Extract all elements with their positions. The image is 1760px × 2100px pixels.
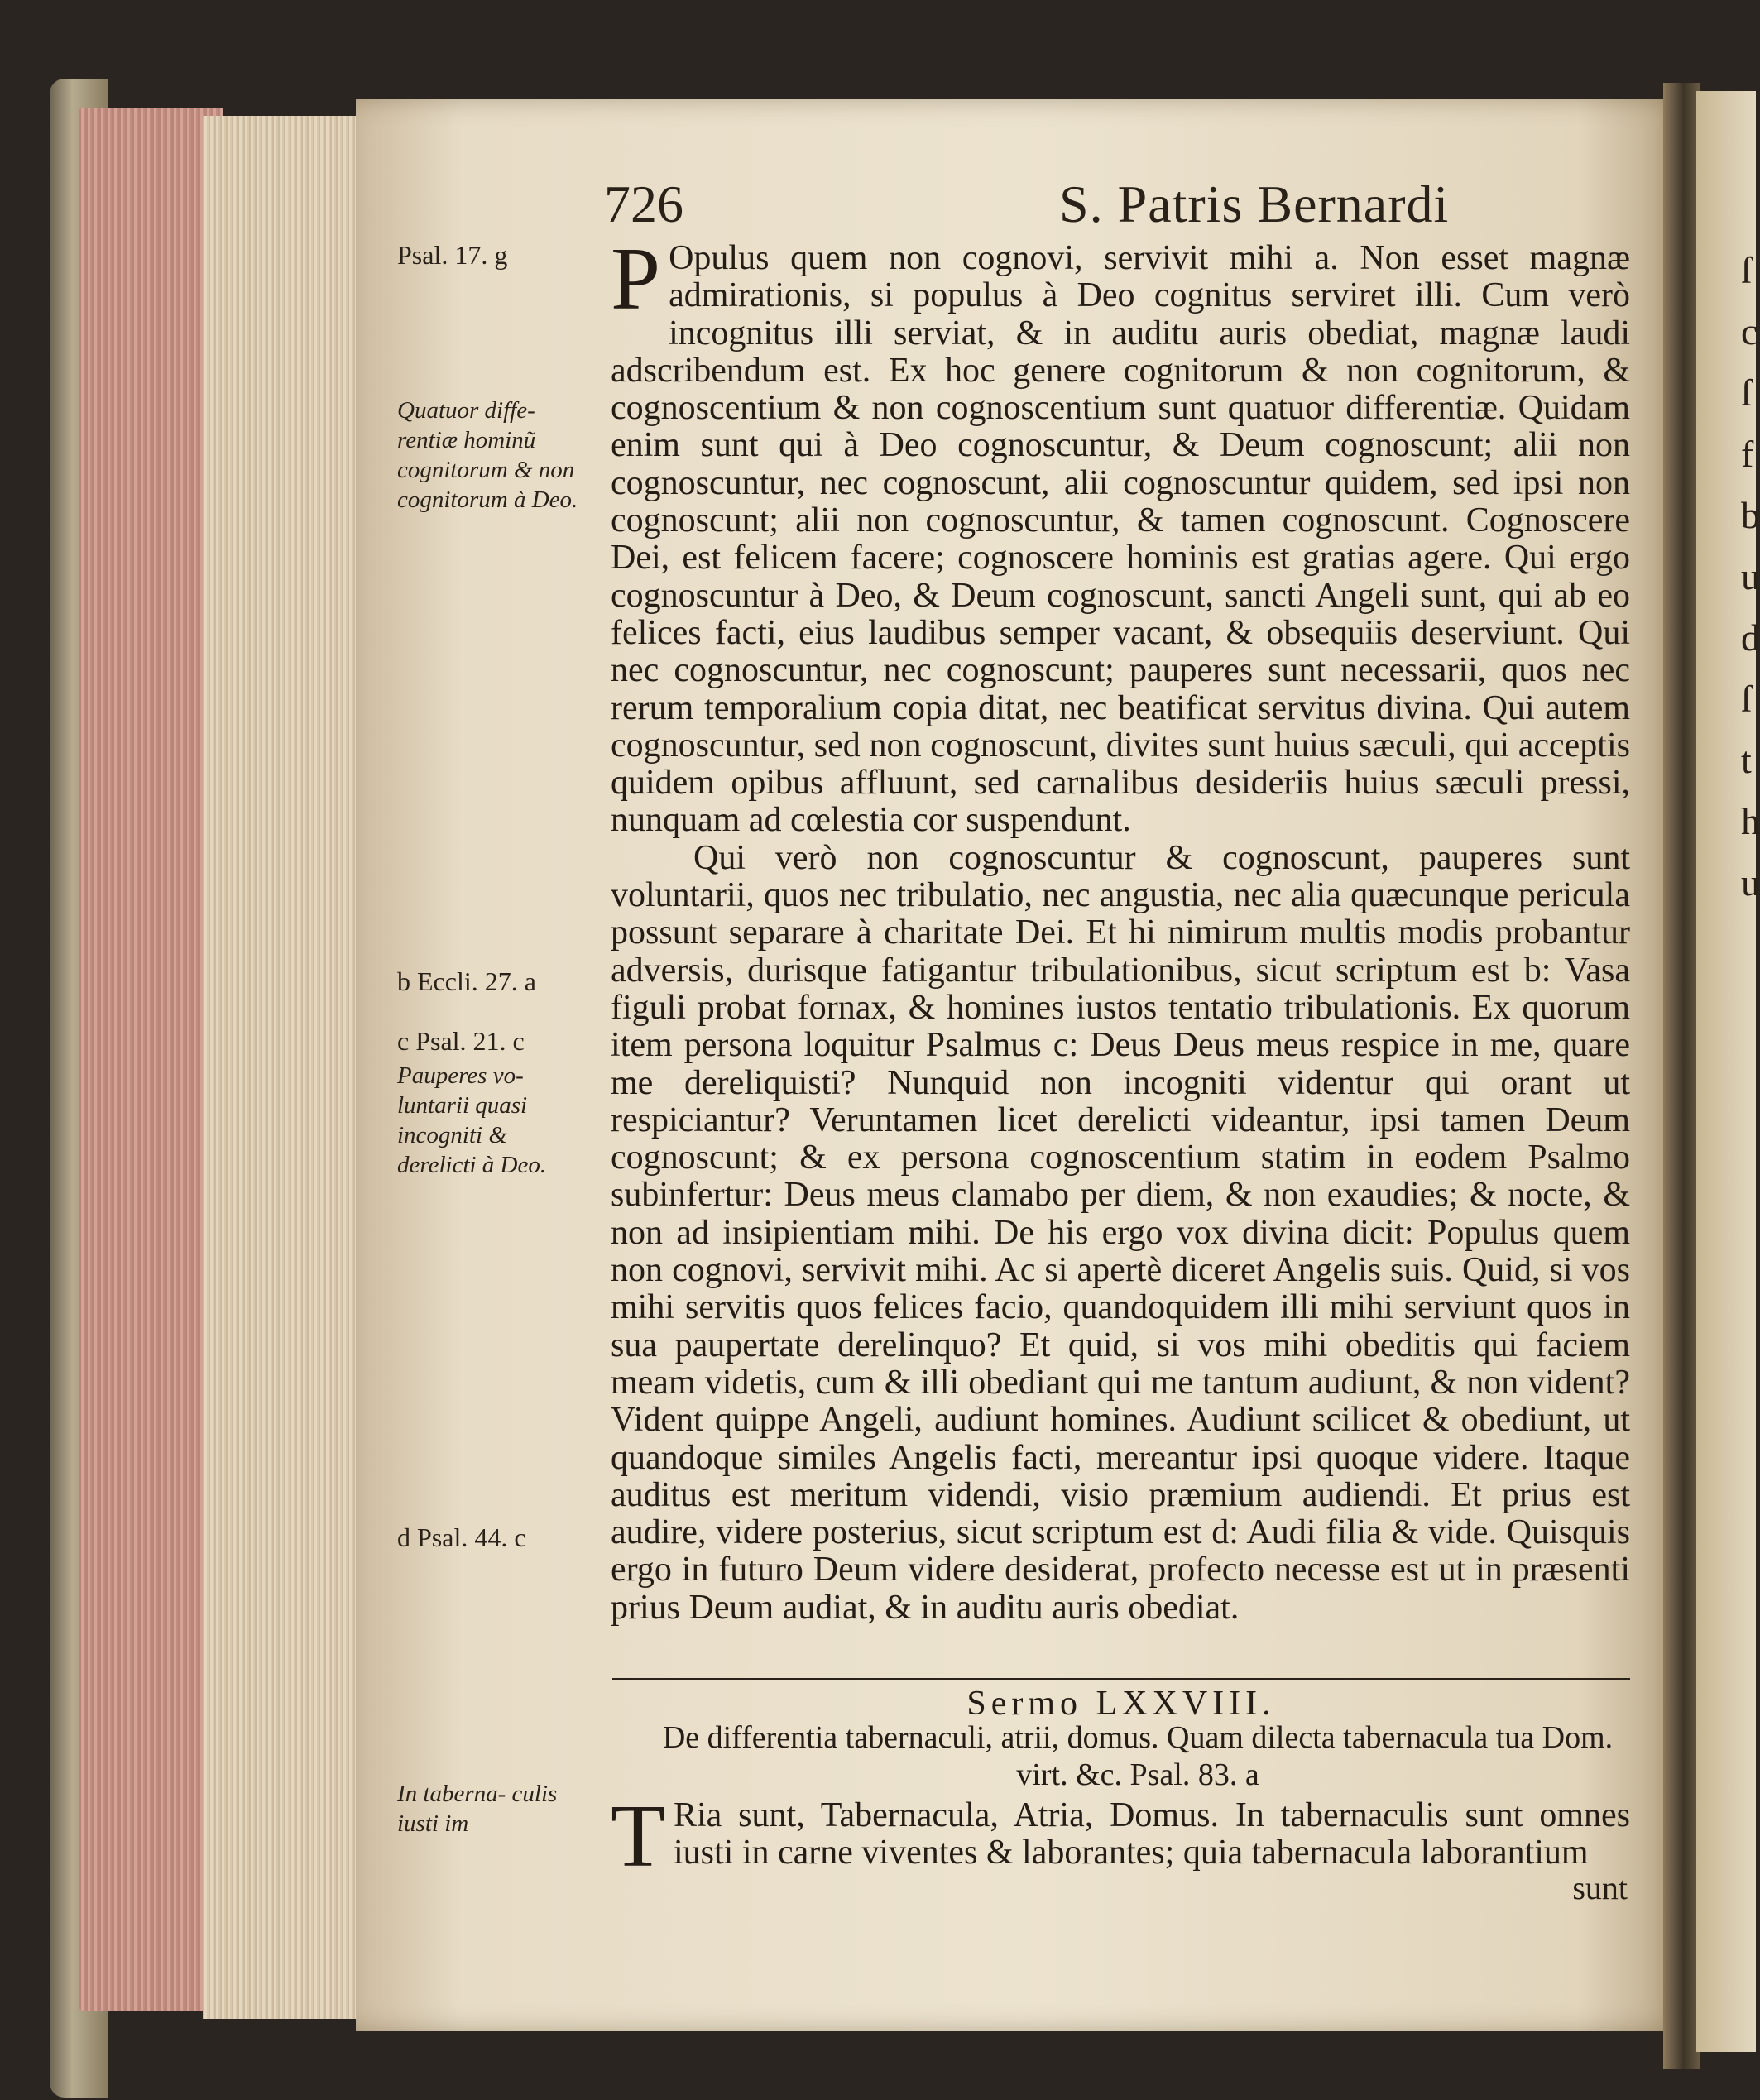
margin-note-psal21: c Psal. 21. c xyxy=(397,1026,525,1056)
margin-note-quatuor: Quatuor diffe- rentiæ hominũ cognitorum & non cognitorum à Deo. xyxy=(397,397,578,513)
drop-cap: P xyxy=(611,230,661,328)
margin-note-tabernaculis: In taberna- culis iusti im xyxy=(397,1781,558,1837)
paragraph-1 xyxy=(611,230,1630,840)
margin-note-psal17: Psal. 17. g xyxy=(397,240,508,270)
sermo-heading: Sermo LXXVIII. xyxy=(966,1685,1276,1723)
sermo-subtitle: De differentia tabernaculi, atrii, domus. Quam dilecta tabernacula tua Dom. virt. &c. Psal. 83. a xyxy=(662,1720,1614,1792)
facing-page-letters: ſ c ſ f b u d ſ t h u xyxy=(1741,249,1760,904)
sermo-body xyxy=(611,1787,1630,1886)
paragraph-1-text: Opulus quem non cognovi, servivit mihi a. Non esset magnæ admirationis, si populus à Deo cognitus serviret illi. Cum verò incognitus illi serviat, & in auditu auris obediat, magnæ laudi adscribendum est. Ex hoc genere cognitorum & non cognitorum, & cognoscentium & non cognoscentium sunt quatuor differentiæ. Quidam enim sunt qui à Deo cognoscuntur, & Deum cognoscunt; alii non cognoscuntur, nec cognoscunt, alii cognoscuntur quidem, sed ipsi non cognoscunt; alii non cognoscuntur, & tamen cognoscunt. Cognoscere Dei, est felicem facere; cognoscere hominis est gratias agere. Qui ergo cognoscuntur à Deo, & Deum cognoscunt, sancti Angeli sunt, qui ab eo felices facti, eius laudibus semper vacant, & obsequiis deserviunt. Qui nec cognoscuntur, nec cognoscunt; pauperes sunt necessarii, quos nec rerum temporalium copia ditat, nec beatificat servitus divina. Qui autem cognoscuntur, sed non cognoscunt, divites sunt huius sæculi, qui acceptis quidem opibus affluunt, sed carnalibus desideriis huius sæculi pressi, nunquam ad cœlestia cor suspendunt. xyxy=(611,239,1630,840)
page-header xyxy=(604,174,1638,240)
sermo-text: Ria sunt, Tabernacula, Atria, Domus. In tabernaculis sunt omnes iusti in carne viventes & laborantes; quia tabernacula laborantium xyxy=(673,1796,1630,1872)
running-title: S. Patris Bernardi xyxy=(1059,175,1450,233)
page-edges xyxy=(79,108,223,2011)
margin-note-psal44: d Psal. 44. c xyxy=(397,1522,526,1552)
section-rule xyxy=(612,1678,1630,1680)
margin-note-eccli: b Eccli. 27. a xyxy=(397,966,536,996)
book-gutter xyxy=(1663,83,1700,2069)
paragraph-2: Qui verò non cognoscuntur & cognoscunt, pauperes sunt voluntarii, quos nec tribulatio, nec angustia, nec alia quæcunque pericula possunt separare à charitate Dei. Et hi nimirum multis modis probantur adversis, durisque fatigantur tribulationibus, sicut scriptum est b: Vasa figuli probat fornax, & homines iustos tentatio tribulationis. Ex quorum item persona loquitur Psalmus c: Deus Deus meus respice in me, quare me dereliquisti? Nunquid non incogniti videntur qui orant ut respiciantur? Veruntamen licet derelicti videantur, ipsi tamen Deum cognoscunt; & ex persona cognoscentium statim in eodem Psalmo subinfertur: Deus meus clamabo per diem, & non exaudies; & nocte, & non ad insipientiam mihi. De his ergo vox divina dicit: Populus quem non cognovi, servivit mihi. Ac si apertè diceret Angelis suis. Quid, si vos mihi servitis quos felices facio, quandoquidem illi mihi serviunt quos in sua paupertate derelinquo? Et quid, si vos mihi obeditis qui faciem meam videtis, cum & illi obediant qui me tantum audiunt, & non vident? Vident quippe Angeli, audiunt homines. Audiunt scilicet & obediunt, ut quandoque similes Angelis facti, mereantur ipsi quoque videre. Itaque auditus est meritum videndi, visio præmium audiendi. Et prius est audire, videre posterius, sicut scriptum est d: Audi filia & vide. Quisquis ergo in futuro Deum videre desiderat, profecto necesse est ut in præsenti prius Deum audiat, & in auditu auris obediat. xyxy=(611,838,1630,1627)
body-text xyxy=(611,230,1630,1627)
margin-note-pauperes: Pauperes vo- luntarii quasi incogniti & derelicti à Deo. xyxy=(397,1062,547,1178)
catchword: sunt xyxy=(1572,1869,1628,1906)
sermo-drop-cap: T xyxy=(611,1787,665,1886)
page-number: 726 xyxy=(604,175,683,233)
